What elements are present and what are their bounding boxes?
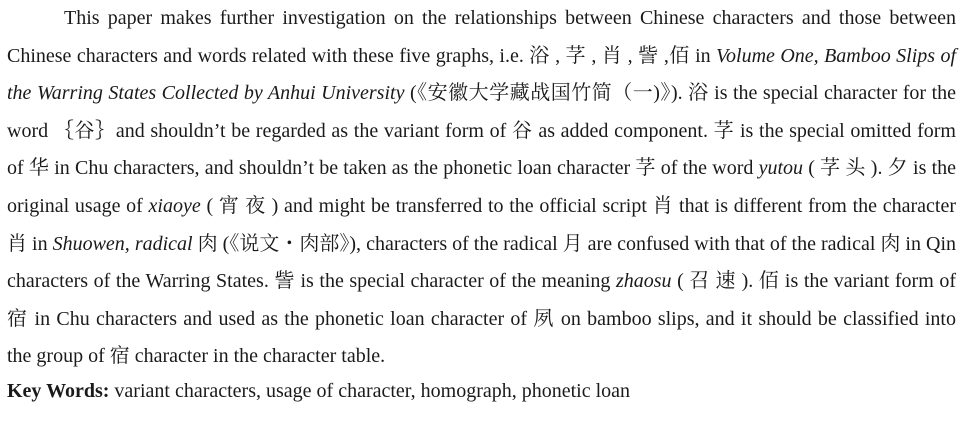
abstract-term-yutou: yutou bbox=[758, 157, 803, 180]
abstract-term-zhaosu: zhaosu bbox=[615, 270, 672, 293]
abstract-text: ( 芓 头 ). 夕 is the original usage of bbox=[7, 157, 957, 217]
abstract-paragraph bbox=[7, 0, 956, 376]
keywords-text: variant characters, usage of character, homograph, phonetic loan bbox=[109, 379, 631, 402]
keywords-label: Key Words: bbox=[7, 379, 110, 402]
keywords-line bbox=[7, 376, 956, 406]
abstract-text: This paper makes further investigation on the relationships between Chinese characters and those between Chinese characters and words related with these five graphs, i.e. 浴 , 芓 , 肖 , 訾 ,佰 in bbox=[7, 7, 956, 67]
abstract-text: 肉 (《说文・肉部》), characters of the radical 月 are confused with that of the radical 肉 in Qin characters of the Warring States. 訾 is the special character of the meaning bbox=[7, 232, 956, 293]
abstract-book-title: Volume One, Bamboo Slips of the Warring States Collected by Anhui University bbox=[7, 44, 957, 105]
abstract-text: ( 召 速 ). 佰 is the variant form of 宿 in Chu characters and used as the phonetic loan character of 夙 on bamboo slips, and it should be classified into the group of 宿 character in the character table. bbox=[7, 270, 956, 368]
abstract-term-shuowen: Shuowen, radical bbox=[52, 232, 193, 255]
abstract-text: (《安徽大学藏战国竹简（一)》). 浴 is the special character for the word ｛谷｝and shouldn’t be regarded as the variant form of 谷 as added component. 芓 is the special omitted form of 华 in Chu characters, and shouldn’t be taken as the phonetic loan character 芓 of the word bbox=[7, 82, 957, 180]
abstract-term-xiaoye: xiaoye bbox=[148, 194, 201, 217]
abstract-text: ( 宵 夜 ) and might be transferred to the official script 肖 that is different from the character 肖 in bbox=[7, 194, 956, 255]
